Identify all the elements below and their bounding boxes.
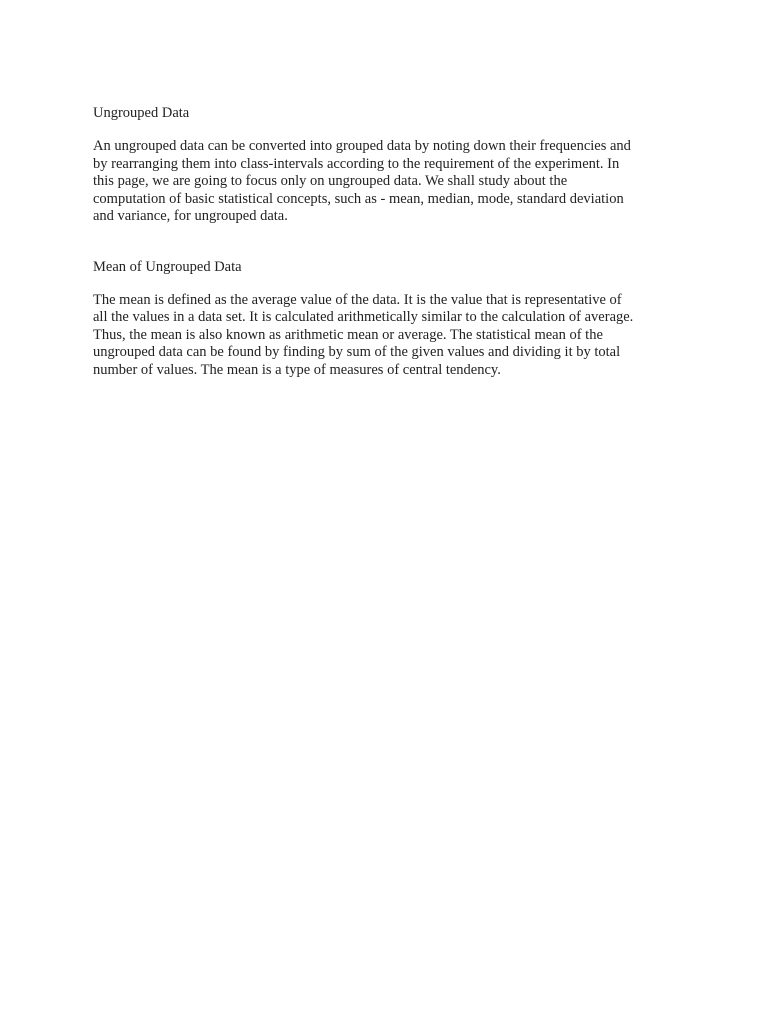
paragraph-line: An ungrouped data can be converted into grouped data by noting down their frequencies and xyxy=(93,138,631,154)
section-heading-mean-of-ungrouped-data: Mean of Ungrouped Data xyxy=(93,258,242,275)
section-heading-ungrouped-data: Ungrouped Data xyxy=(93,105,190,121)
paragraph-line: number of values. The mean is a type of measures of central tendency. xyxy=(93,361,501,378)
paragraph-line: The mean is defined as the average value of the data. It is the value that is representative of xyxy=(93,291,622,308)
paragraph-line: and variance, for ungrouped data. xyxy=(93,208,288,224)
paragraph-line: computation of basic statistical concepts, such as - mean, median, mode, standard deviation xyxy=(93,190,624,207)
section-paragraph-ungrouped-data xyxy=(93,138,683,226)
paragraph-line: Thus, the mean is also known as arithmetic mean or average. The statistical mean of the xyxy=(93,326,603,343)
paragraph-line: this page, we are going to focus only on ungrouped data. We shall study about the xyxy=(93,173,568,189)
paragraph-line: by rearranging them into class-intervals according to the requirement of the experiment. In xyxy=(93,155,620,172)
paragraph-line: all the values in a data set. It is calculated arithmetically similar to the calculation of average. xyxy=(93,309,634,325)
paragraph-line: ungrouped data can be found by finding by sum of the given values and dividing it by total xyxy=(93,344,621,360)
document-page xyxy=(93,104,683,379)
section-paragraph-mean-of-ungrouped-data xyxy=(93,292,683,380)
